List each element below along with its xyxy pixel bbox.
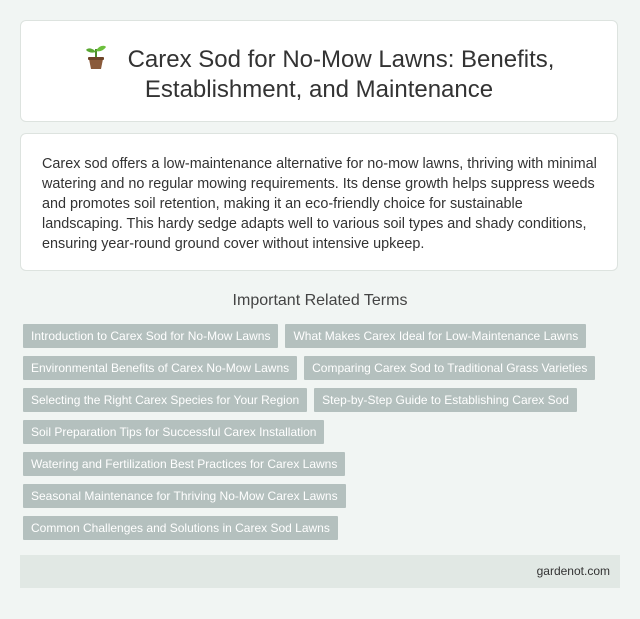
related-terms-row <box>23 516 603 540</box>
related-term-chip[interactable]: Soil Preparation Tips for Successful Carex Installation <box>23 420 324 444</box>
footer <box>20 555 620 588</box>
related-terms-row <box>23 356 603 380</box>
related-terms-row <box>23 324 603 348</box>
related-term-chip[interactable]: What Makes Carex Ideal for Low-Maintenance Lawns <box>285 324 586 348</box>
related-term-chip[interactable]: Introduction to Carex Sod for No-Mow Lawns <box>23 324 278 348</box>
related-term-chip[interactable]: Common Challenges and Solutions in Carex Sod Lawns <box>23 516 338 540</box>
related-term-chip[interactable]: Watering and Fertilization Best Practices for Carex Lawns <box>23 452 345 476</box>
related-terms-heading: Important Related Terms <box>232 292 408 309</box>
related-term-chip[interactable]: Comparing Carex Sod to Traditional Grass Varieties <box>304 356 595 380</box>
title-card <box>20 20 618 122</box>
intro-card <box>20 133 618 271</box>
related-terms-row <box>23 484 603 508</box>
page-title <box>21 43 617 105</box>
related-terms-row <box>23 420 603 444</box>
related-terms-row <box>23 452 603 476</box>
related-term-chip[interactable]: Selecting the Right Carex Species for Your Region <box>23 388 307 412</box>
intro-paragraph: Carex sod offers a low-maintenance alternative for no-mow lawns, thriving with minimal watering and no regular mowing requirements. Its dense growth helps suppress weeds and promotes soil retention, making it an eco-friendly choice for sustainable landscaping. This hardy sedge adapts well to various soil types and shady conditions, ensuring year-round ground cover without intensive upkeep. <box>42 156 597 252</box>
related-term-chip[interactable]: Seasonal Maintenance for Thriving No-Mow Carex Lawns <box>23 484 346 508</box>
related-term-chip[interactable]: Environmental Benefits of Carex No-Mow Lawns <box>23 356 297 380</box>
sprout-icon <box>84 43 108 71</box>
title-text: Carex Sod for No-Mow Lawns: Benefits, Establishment, and Maintenance <box>127 46 555 103</box>
related-terms-list <box>23 324 603 548</box>
related-term-chip[interactable]: Step-by-Step Guide to Establishing Carex Sod <box>314 388 577 412</box>
related-terms-row <box>23 388 603 412</box>
footer-site[interactable]: gardenot.com <box>536 564 610 578</box>
